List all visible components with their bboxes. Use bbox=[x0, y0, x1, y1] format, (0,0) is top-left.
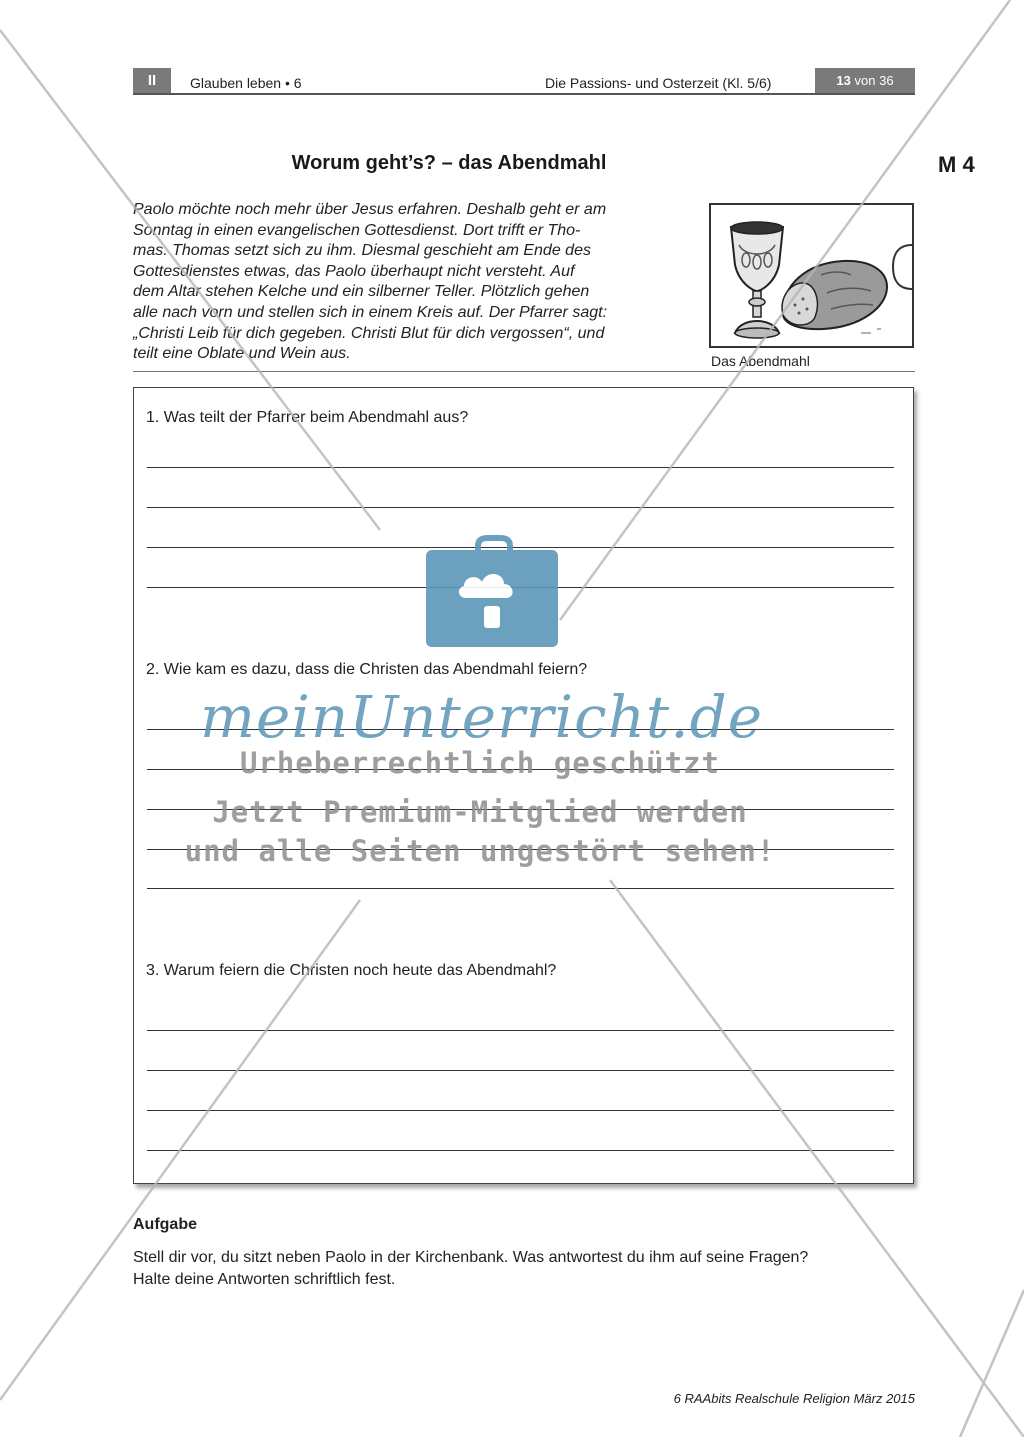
topic-title: Die Passions- und Osterzeit (Kl. 5/6) bbox=[545, 75, 772, 91]
picture-caption: Das Abendmahl bbox=[711, 353, 810, 369]
answer-line[interactable] bbox=[147, 547, 894, 548]
answer-line[interactable] bbox=[147, 1110, 894, 1111]
page-total: von 36 bbox=[854, 73, 894, 88]
answer-line[interactable] bbox=[147, 888, 894, 889]
answer-line[interactable] bbox=[147, 507, 894, 508]
page-indicator bbox=[815, 68, 915, 94]
watermark-line: Jetzt Premium-Mitglied werden bbox=[212, 795, 748, 829]
page-title: Worum geht’s? – das Abendmahl bbox=[291, 152, 607, 174]
watermark-diagonal bbox=[960, 1290, 1024, 1437]
answer-line[interactable] bbox=[147, 1150, 894, 1151]
part-badge: II bbox=[133, 68, 171, 94]
intro-line: alle nach vorn und stellen sich in einem Kreis auf. Der Pfarrer sagt: bbox=[133, 303, 608, 321]
intro-line: mas. Thomas setzt sich zu ihm. Diesmal geschieht am Ende des bbox=[133, 242, 591, 260]
material-code: M 4 bbox=[938, 152, 975, 177]
task-line: Stell dir vor, du sitzt neben Paolo in der Kirchenbank. Was antwortest du ihm auf seine Fragen? bbox=[133, 1249, 809, 1266]
answer-line[interactable] bbox=[147, 1030, 894, 1031]
series-title: Glauben leben • 6 bbox=[190, 75, 302, 91]
page-number: 13 bbox=[836, 73, 851, 88]
task-text bbox=[133, 1247, 933, 1291]
intro-line: teilt eine Oblate und Wein aus. bbox=[133, 345, 351, 363]
watermark-line: Urheberrechtlich geschützt bbox=[240, 746, 720, 780]
answer-line[interactable] bbox=[147, 587, 894, 588]
intro-line: Gottesdienstes etwas, das Paolo überhaupt nicht versteht. Auf bbox=[133, 262, 575, 280]
watermark-line: und alle Seiten ungestört sehen! bbox=[184, 834, 776, 868]
intro-line: „Christi Leib für dich gegeben. Christi Blut für dich vergossen“, und bbox=[133, 324, 605, 342]
question-1: 1. Was teilt der Pfarrer beim Abendmahl aus? bbox=[146, 409, 469, 426]
watermark-brand: meinUnterricht.de bbox=[200, 683, 764, 751]
question-3: 3. Warum feiern die Christen noch heute das Abendmahl? bbox=[146, 962, 557, 979]
header-rule bbox=[133, 93, 915, 95]
intro-line: Sonntag in einen evangelischen Gottesdienst. Dort trifft er Tho- bbox=[133, 221, 581, 239]
abendmahl-illustration bbox=[709, 203, 914, 348]
answer-line[interactable] bbox=[147, 467, 894, 468]
intro-line: Paolo möchte noch mehr über Jesus erfahren. Deshalb geht er am bbox=[133, 201, 607, 218]
section-divider bbox=[133, 371, 915, 372]
intro-line: dem Altar stehen Kelche und ein silberner Teller. Plötzlich gehen bbox=[133, 283, 590, 301]
footer-source: 6 RAAbits Realschule Religion März 2015 bbox=[673, 1391, 915, 1406]
intro-text bbox=[133, 200, 690, 365]
question-2: 2. Wie kam es dazu, dass die Christen das Abendmahl feiern? bbox=[146, 661, 588, 678]
chalice-bread-icon bbox=[711, 205, 912, 346]
answer-line[interactable] bbox=[147, 1070, 894, 1071]
task-heading: Aufgabe bbox=[133, 1216, 197, 1233]
task-line: Halte deine Antworten schriftlich fest. bbox=[133, 1271, 396, 1288]
